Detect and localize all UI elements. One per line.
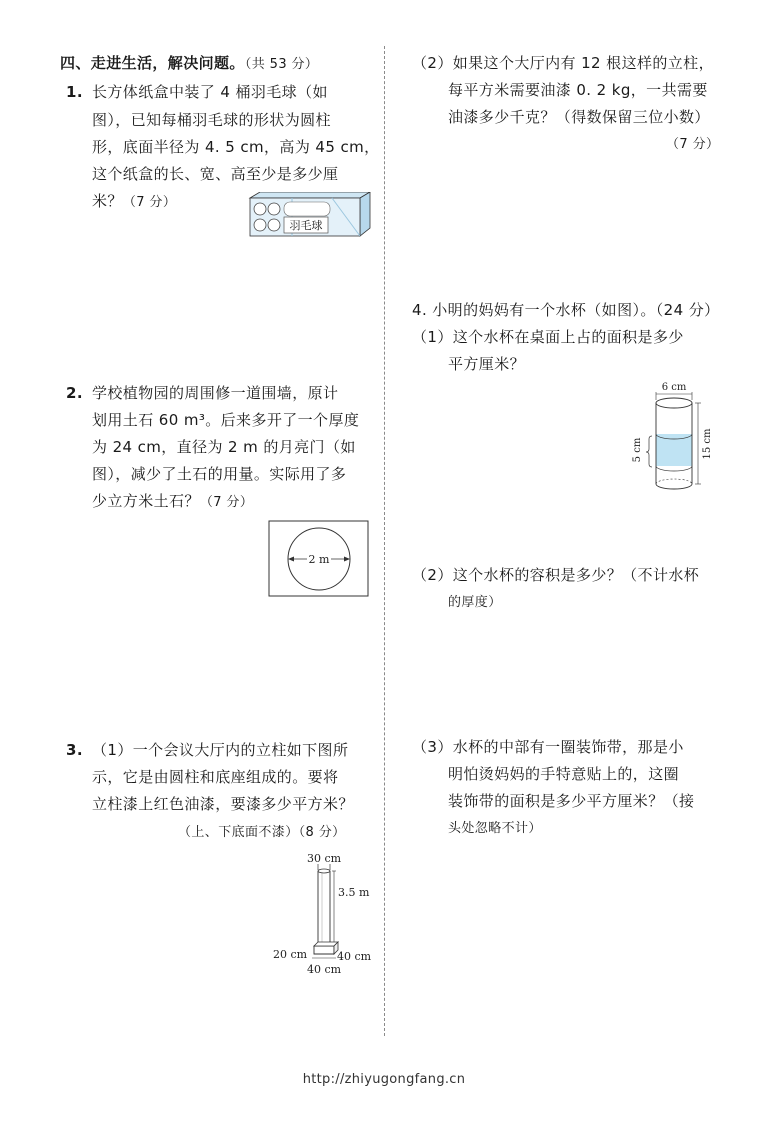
q3b-line-3: 油漆多少千克？（得数保留三位小数）: [448, 108, 710, 126]
q1-line-2: 图），已知每桶羽毛球的形状为圆柱: [92, 111, 331, 129]
pillar-base-left-label: 20 cm: [272, 948, 308, 961]
q2-line-3: 为 24 cm，直径为 2 m 的月亮门（如: [92, 438, 356, 456]
q4-p3-line-2: 明怕烫妈妈的手特意贴上的，这圈: [448, 765, 680, 783]
q4-p3-line-4: 头处忽略不计）: [448, 821, 542, 836]
section-heading: [60, 50, 318, 78]
q4-p2-line-2: 的厚度）: [448, 595, 502, 610]
cup-band-label: 5 cm: [632, 437, 643, 463]
q4-p2-line-1: （2）这个水杯的容积是多少？（不计水杯: [412, 566, 700, 584]
q3-line-2: 示，它是由圆柱和底座组成的。要将: [92, 768, 339, 786]
cup-diameter-label: 6 cm: [661, 382, 687, 393]
q1-line-4: 这个纸盒的长、宽、高至少是多少厘: [92, 165, 339, 183]
pillar-top-label: 30 cm: [306, 852, 342, 865]
q3-note: （上、下底面不漆）（8 分）: [178, 825, 346, 840]
q2-last: 少立方米土石？: [92, 492, 200, 510]
pillar-figure: [272, 846, 372, 980]
q4-p1-line-1: （1）这个水杯在桌面上占的面积是多少: [412, 328, 684, 346]
box-label: 羽毛球: [289, 219, 323, 232]
q2-line-2: 划用土石 60 m³。后来多开了一个厚度: [92, 411, 360, 429]
column-divider: [384, 46, 385, 1036]
cup-figure: [628, 378, 718, 502]
q2-line-4: 图），减少了土石的用量。实际用了多: [92, 465, 347, 483]
cup-height-label: 15 cm: [702, 428, 713, 460]
q3b-score: （7 分）: [666, 137, 720, 152]
shuttlecock-box-figure: [240, 192, 375, 246]
q3b-line-1: （2）如果这个大厅内有 12 根这样的立柱，: [412, 54, 714, 72]
q3-number: 3.: [66, 741, 83, 759]
q4-p3-line-3: 装饰带的面积是多少平方厘米？（接: [448, 792, 695, 810]
footer-url: http://zhiyugongfang.cn: [302, 1072, 466, 1087]
q3-line-3: 立柱漆上红色油漆，要漆多少平方米？: [92, 795, 354, 813]
q3-line-1: （1）一个会议大厅内的立柱如下图所: [92, 741, 349, 759]
q4-p3-line-1: （3）水杯的中部有一圈装饰带，那是小: [412, 738, 684, 756]
q1-line-3: 形，底面半径为 4. 5 cm，高为 45 cm，: [92, 138, 380, 156]
q2-line-5: [92, 488, 253, 516]
q1-last: 米？: [92, 192, 123, 210]
section-score: （共 53 分）: [244, 57, 319, 72]
pillar-height-label: 3.5 m: [338, 886, 370, 899]
q1-score: （7 分）: [122, 195, 177, 210]
q2-line-1: 学校植物园的周围修一道围墙，原计: [92, 384, 339, 402]
pillar-base-right-label: 40 cm: [336, 950, 372, 963]
q3b-line-2: 每平方米需要油漆 0. 2 kg，一共需要: [448, 81, 708, 99]
q1-line-1: 长方体纸盒中装了 4 桶羽毛球（如: [92, 83, 328, 101]
q4-title: 4. 小明的妈妈有一个水杯（如图）。（24 分）: [412, 301, 720, 319]
pillar-base-bottom-label: 40 cm: [306, 963, 342, 976]
q1-line-5: [92, 188, 176, 216]
diameter-label: 2 m: [308, 553, 330, 566]
q2-number: 2.: [66, 384, 83, 402]
q2-score: （7 分）: [199, 495, 254, 510]
q4-p1-line-2: 平方厘米？: [448, 355, 526, 373]
section-title: 四、走进生活，解决问题。: [60, 54, 245, 72]
moon-gate-figure: [268, 520, 370, 598]
q1-number: 1.: [66, 83, 83, 101]
